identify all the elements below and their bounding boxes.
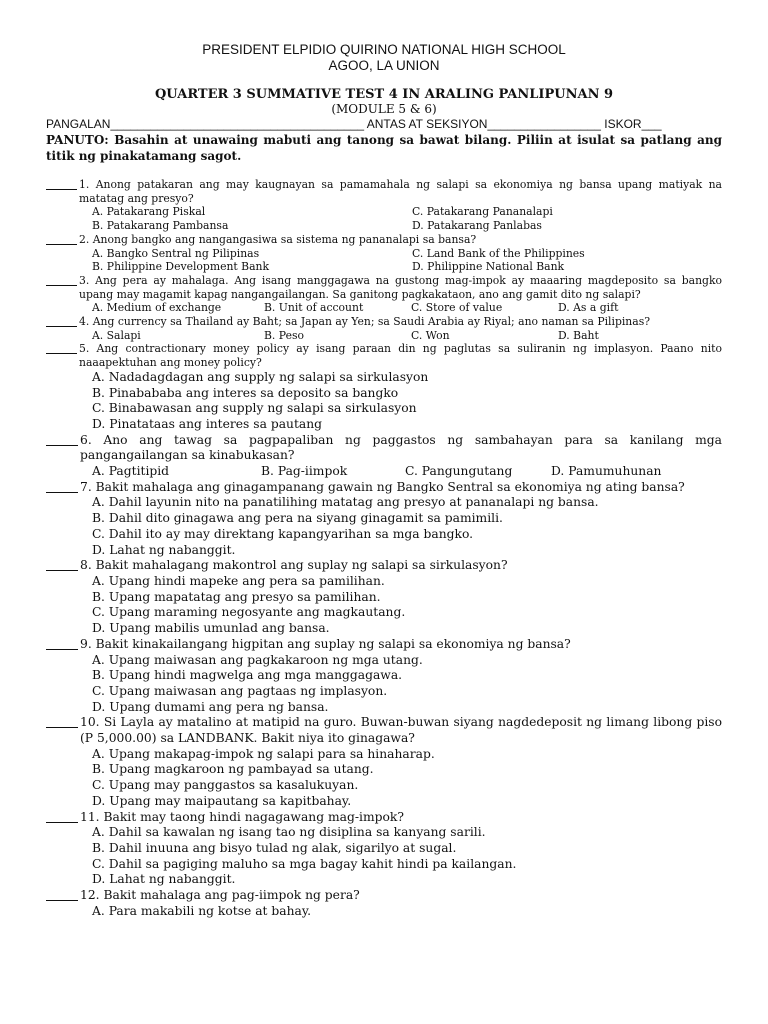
choice-c: C. Pangungutang xyxy=(405,464,513,479)
choice-d: D. Lahat ng nabanggit. xyxy=(92,872,236,887)
question-1 xyxy=(46,178,722,233)
answer-blank-7[interactable] xyxy=(46,480,78,493)
answer-blank-4[interactable] xyxy=(46,315,77,327)
choice-a: A. Upang hindi mapeke ang pera sa pamilihan. xyxy=(92,573,385,588)
choice-b: B. Unit of account xyxy=(264,301,364,315)
question-10 xyxy=(46,715,722,809)
choice-c: C. Patakarang Pananalapi xyxy=(412,205,553,219)
choice-d: D. Pamumuhunan xyxy=(551,464,662,479)
choice-a: A. Patakarang Piskal xyxy=(92,205,206,219)
question-text: 4. Ang currency sa Thailand ay Baht; sa Japan ay Yen; sa Saudi Arabia ay Riyal; ano naman sa Pilipinas? xyxy=(79,315,651,329)
choice-c: C. Upang may panggastos sa kasalukuyan. xyxy=(92,778,359,793)
answer-blank-10[interactable] xyxy=(46,715,78,728)
answer-blank-1[interactable] xyxy=(46,178,77,190)
question-text: 2. Anong bangko ang nangangasiwa sa sistema ng pananalapi sa bansa? xyxy=(79,232,477,246)
question-2 xyxy=(46,233,722,274)
choice-d: D. Patakarang Panlabas xyxy=(412,219,542,233)
choice-d: D. Lahat ng nabanggit. xyxy=(92,542,236,557)
choice-b: B. Peso xyxy=(264,328,305,342)
choice-b: B. Pag-iimpok xyxy=(261,464,348,479)
module-label: (MODULE 5 & 6) xyxy=(331,102,437,116)
choice-a: A. Dahil layunin nito na panatilihing matatag ang presyo at pananalapi ng bansa. xyxy=(92,495,599,510)
question-8 xyxy=(46,558,722,637)
choice-a: A. Upang maiwasan ang pagkakaroon ng mga utang. xyxy=(92,652,423,667)
answer-blank-11[interactable] xyxy=(46,810,78,823)
choice-b: B. Upang magkaroon ng pambayad sa utang. xyxy=(92,762,374,777)
choice-c: C. Dahil sa pagiging maluho sa mga bagay kahit hindi pa kailangan. xyxy=(92,856,517,871)
question-text: 6. Ano ang tawag sa pagpapaliban ng paggastos ng sambahayan para sa kanilang mga pangangailangan sa kinabukasan? xyxy=(80,432,722,463)
choice-d: D. As a gift xyxy=(558,301,619,315)
question-7 xyxy=(46,480,722,559)
choice-b: B. Upang mapatatag ang presyo sa pamilihan. xyxy=(92,589,381,604)
question-list xyxy=(46,178,722,919)
choice-b: B. Dahil inuuna ang bisyo tulad ng alak, sigarilyo at sugal. xyxy=(92,840,457,855)
choice-b: B. Dahil dito ginagawa ang pera na siyang ginagamit sa pamimili. xyxy=(92,511,503,526)
choice-a: A. Dahil sa kawalan ng isang tao ng disiplina sa kanyang sarili. xyxy=(92,825,486,840)
choice-b: B. Pinabababa ang interes sa deposito sa bangko xyxy=(92,385,399,400)
choice-d: D. Upang mabilis umunlad ang bansa. xyxy=(92,621,330,636)
choice-b: B. Philippine Development Bank xyxy=(92,260,270,274)
choice-c: C. Upang maiwasan ang pagtaas ng implasyon. xyxy=(92,683,388,698)
test-title: QUARTER 3 SUMMATIVE TEST 4 IN ARALING PANLIPUNAN 9 xyxy=(154,87,614,102)
choice-a: A. Bangko Sentral ng Pilipinas xyxy=(92,246,260,260)
choice-c: C. Won xyxy=(411,328,450,342)
school-name: PRESIDENT ELPIDIO QUIRINO NATIONAL HIGH SCHOOL xyxy=(202,42,566,57)
choice-a: A. Salapi xyxy=(92,328,141,342)
question-5-choices xyxy=(46,370,722,433)
school-location: AGOO, LA UNION xyxy=(328,58,440,73)
question-text: 9. Bakit kinakailangang higpitan ang suplay ng salapi sa ekonomiya ng bansa? xyxy=(80,636,571,651)
answer-blank-12[interactable] xyxy=(46,888,78,901)
choice-b: B. Upang hindi magwelga ang mga manggagawa. xyxy=(92,668,403,683)
answer-blank-6[interactable] xyxy=(46,433,78,446)
choice-c: C. Dahil ito ay may direktang kapangyarihan sa mga bangko. xyxy=(92,526,474,541)
instructions-label: PANUTO: xyxy=(46,133,109,147)
choice-c: C. Binabawasan ang supply ng salapi sa sirkulasyon xyxy=(92,401,417,416)
choice-a: A. Pagtitipid xyxy=(92,464,170,479)
question-3 xyxy=(46,274,722,315)
choice-a: A. Nadadagdagan ang supply ng salapi sa sirkulasyon xyxy=(92,369,429,384)
answer-blank-9[interactable] xyxy=(46,637,78,650)
choice-b: B. Patakarang Pambansa xyxy=(92,219,229,233)
question-text: 8. Bakit mahalagang makontrol ang suplay ng salapi sa sirkulasyon? xyxy=(80,558,508,573)
choice-d: D. Pinatataas ang interes sa pautang xyxy=(92,416,323,431)
choice-a: A. Medium of exchange xyxy=(92,301,222,315)
choice-d: D. Baht xyxy=(558,328,599,342)
question-text: 11. Bakit may taong hindi nagagawang mag-impok? xyxy=(80,809,404,824)
choice-d: D. Upang dumami ang pera ng bansa. xyxy=(92,699,329,714)
question-12 xyxy=(46,888,722,919)
choice-a: A. Upang makapag-impok ng salapi para sa hinaharap. xyxy=(92,746,435,761)
answer-blank-2[interactable] xyxy=(46,233,77,245)
question-text: 7. Bakit mahalaga ang ginagampanang gawain ng Bangko Sentral sa ekonomiya ng ating bansa? xyxy=(80,479,685,494)
question-11 xyxy=(46,810,722,889)
answer-blank-8[interactable] xyxy=(46,558,78,571)
question-text: 3. Ang pera ay mahalaga. Ang isang manggagawa na gustong mag-impok ay maaaring magdeposito sa bangko upang may magamit kapag nangangailangan. Sa ganitong pagkakataon, ano ang gamit dito ng salapi? xyxy=(79,273,722,301)
question-text: 1. Anong patakaran ang may kaugnayan sa pamamahala ng salapi sa ekonomiya ng bansa upang matiyak na matatag ang presyo? xyxy=(79,178,722,205)
question-text: 12. Bakit mahalaga ang pag-iimpok ng pera? xyxy=(80,888,360,903)
choice-c: C. Upang maraming negosyante ang magkautang. xyxy=(92,605,406,620)
choice-a: A. Para makabili ng kotse at bahay. xyxy=(92,903,312,918)
instructions xyxy=(46,132,722,164)
question-4 xyxy=(46,315,722,342)
question-text: 5. Ang contractionary money policy ay isang paraan din ng paglutas sa suliranin ng implasyon. Paano nito naaapektuhan ang money policy? xyxy=(79,342,722,370)
question-6 xyxy=(46,433,722,480)
answer-blank-5[interactable] xyxy=(46,342,77,354)
choice-c: C. Land Bank of the Philippines xyxy=(412,246,585,260)
question-5 xyxy=(46,342,722,369)
instructions-text: Basahin at unawaing mabuti ang tanong sa bawat bilang. Piliin at isulat sa patlang ang titik ng pinakatamang sagot. xyxy=(46,133,722,163)
student-info-line: PANGALAN______________________________________ ANTAS AT SEKSIYON_________________ ISKOR___ xyxy=(46,117,662,131)
question-9 xyxy=(46,637,722,716)
choice-d: D. Philippine National Bank xyxy=(412,260,565,274)
choice-d: D. Upang may maipautang sa kapitbahay. xyxy=(92,793,352,808)
answer-blank-3[interactable] xyxy=(46,274,77,286)
question-text: 10. Si Layla ay matalino at matipid na guro. Buwan-buwan siyang nagdedeposit ng limang libong piso (P 5,000.00) sa LANDBANK. Bakit niya ito ginagawa? xyxy=(80,715,722,746)
choice-c: C. Store of value xyxy=(411,301,503,315)
